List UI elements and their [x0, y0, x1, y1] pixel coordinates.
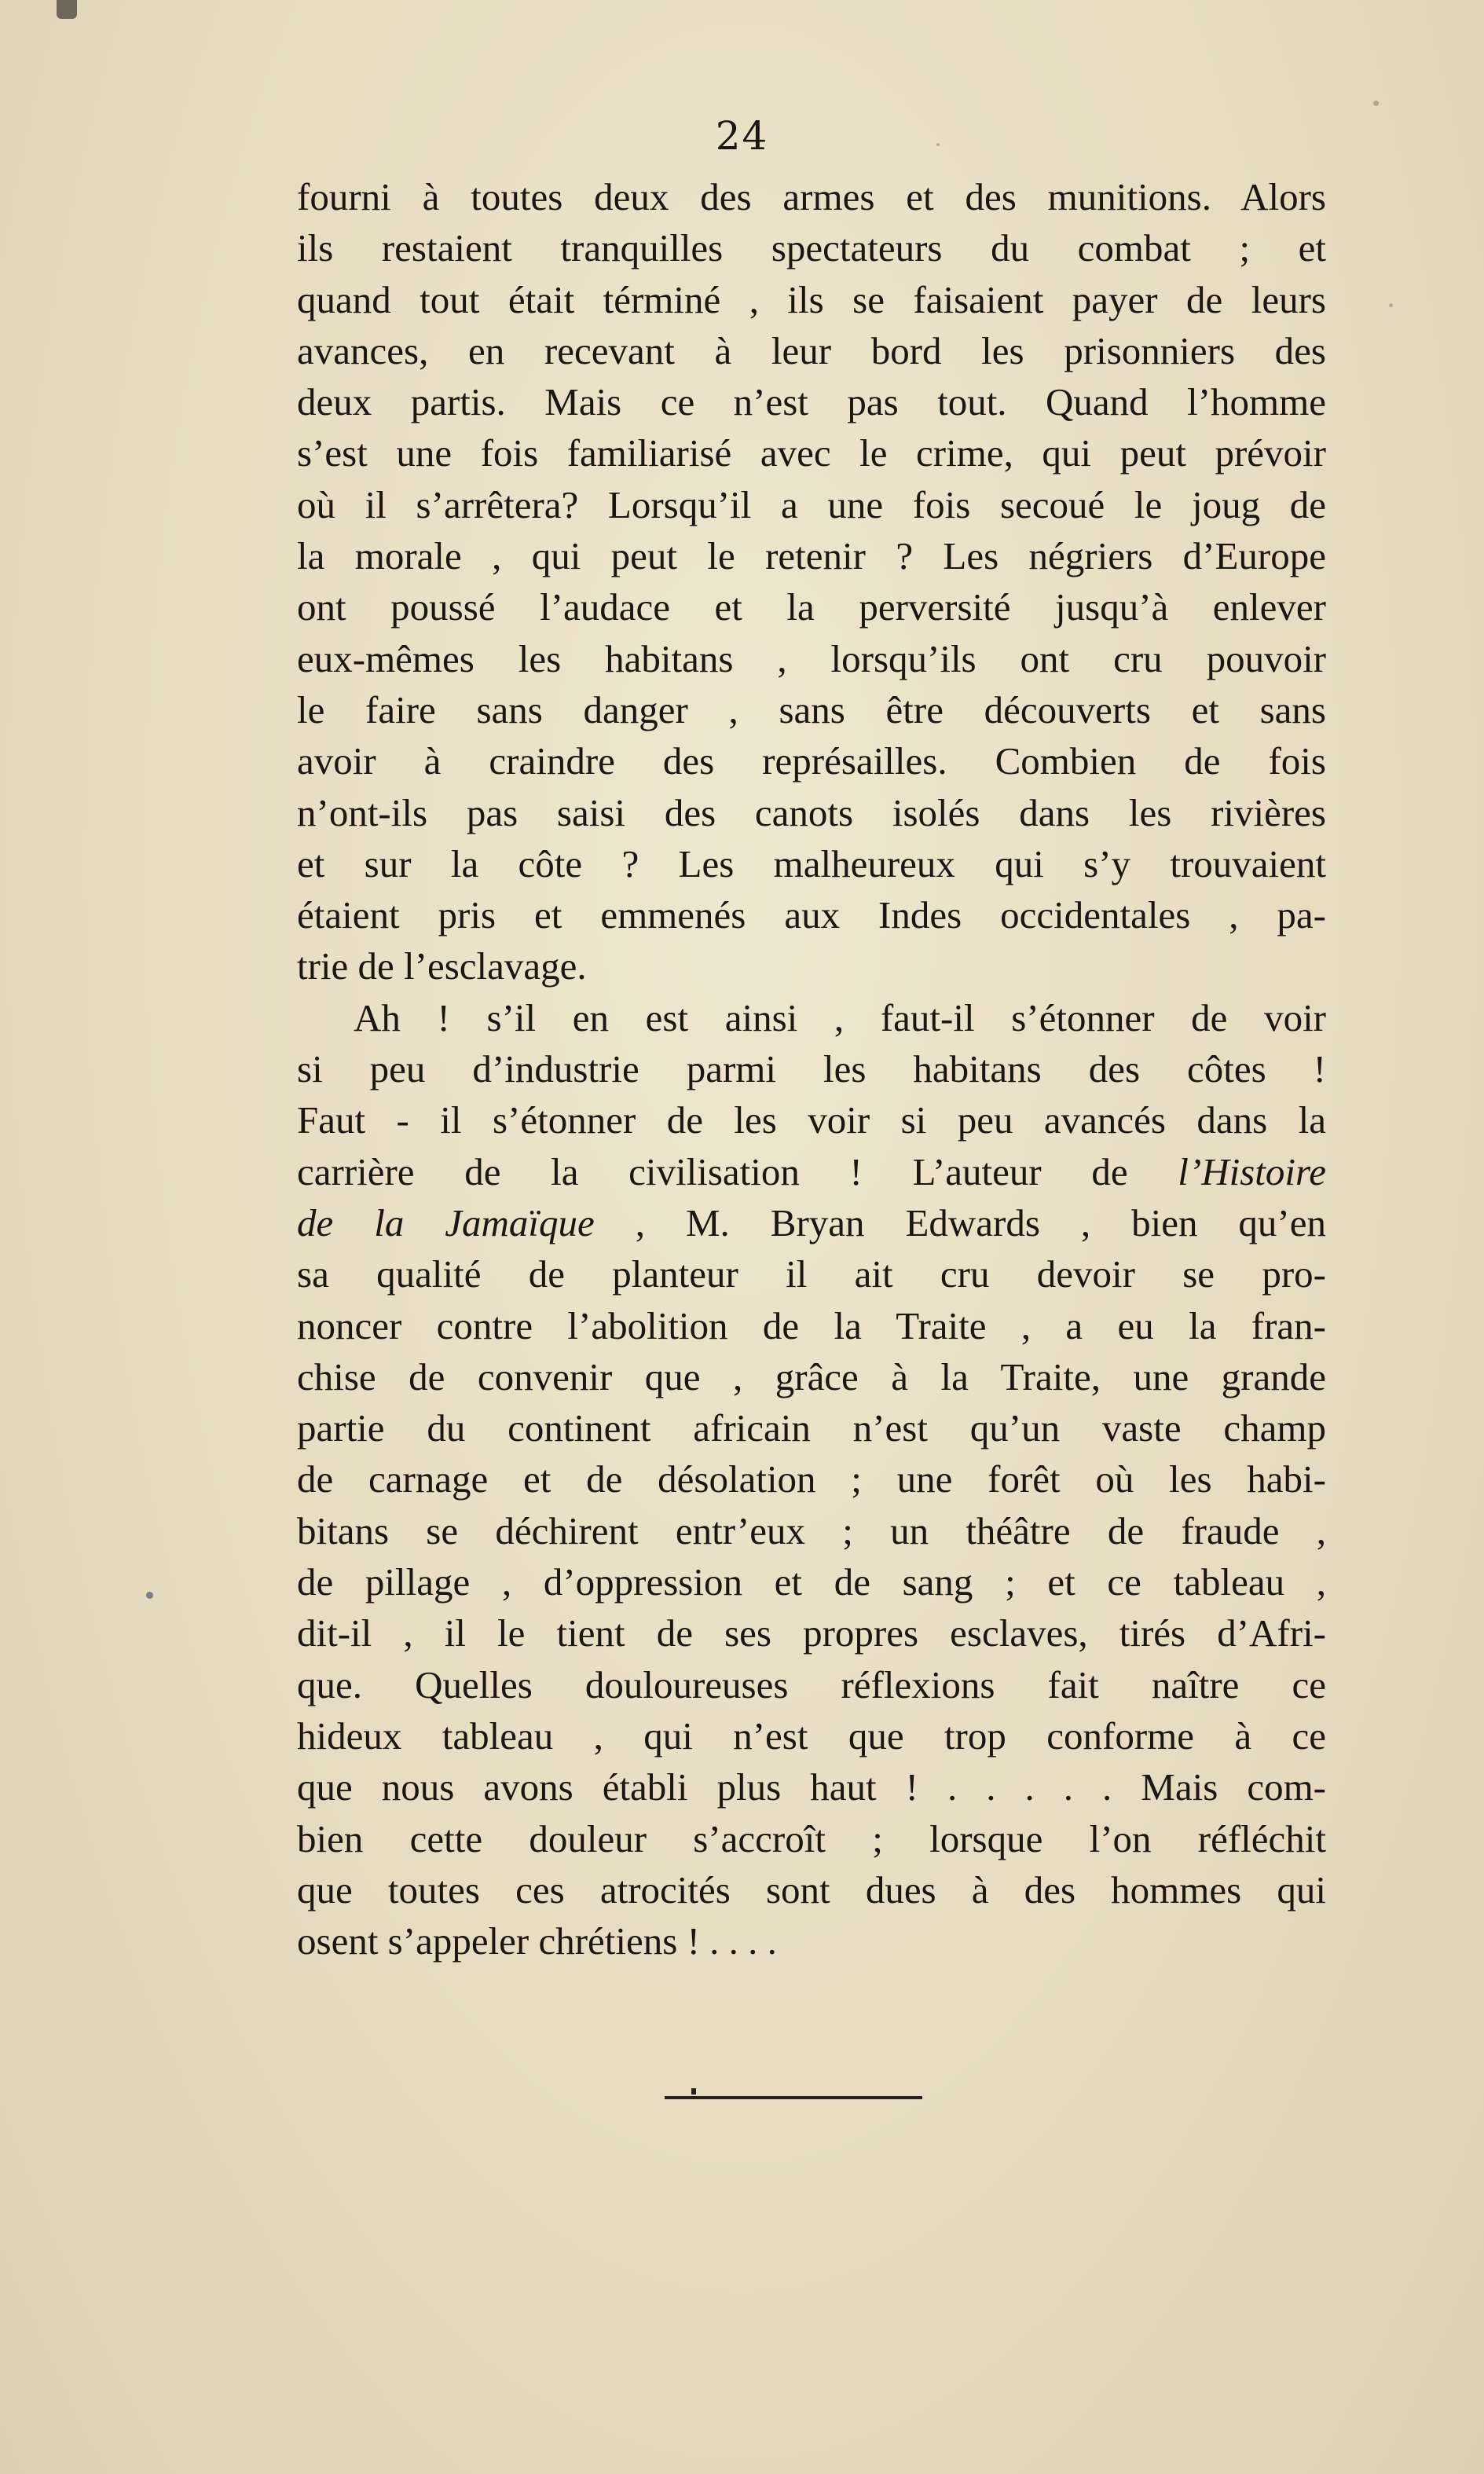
- text-line-mixed: [297, 1197, 1326, 1248]
- text-line-mixed: [297, 1146, 1326, 1197]
- text-line: de pillage , d’oppression et de sang ; et ce tableau ,: [297, 1560, 1326, 1604]
- section-rule: [665, 2096, 922, 2099]
- text-line: osent s’appeler chrétiens ! . . . .: [297, 1919, 777, 1963]
- paper-speck: [1389, 303, 1393, 307]
- text-line: avances, en recevant à leur bord les prisonniers des: [297, 328, 1326, 372]
- text-line: ont poussé l’audace et la perversité jusqu’à enlever: [297, 585, 1326, 629]
- text-line: sa qualité de planteur il ait cru devoir se pro-: [297, 1252, 1326, 1296]
- text-line: eux-mêmes les habitans , lorsqu’ils ont cru pouvoir: [297, 636, 1326, 680]
- text-line: dit-il , il le tient de ses propres esclaves, tirés d’Afri-: [297, 1611, 1326, 1655]
- rule-ornament: [691, 2088, 696, 2095]
- text-line: le faire sans danger , sans être découverts et sans: [297, 687, 1326, 731]
- text-line: où il s’arrêtera? Lorsqu’il a une fois secoué le joug de: [297, 482, 1326, 526]
- text-line: de carnage et de désolation ; une forêt où les habi-: [297, 1457, 1326, 1501]
- text-line: que. Quelles douloureuses réflexions fait naître ce: [297, 1662, 1326, 1706]
- text-line: chise de convenir que , grâce à la Traite, une grande: [297, 1354, 1326, 1398]
- body-text: [297, 171, 1326, 1966]
- text-line: que nous avons établi plus haut ! . . . . . Mais com-: [297, 1765, 1326, 1809]
- text-line: la morale , qui peut le retenir ? Les négriers d’Europe: [297, 534, 1326, 578]
- text-line: étaient pris et emmenés aux Indes occidentales , pa-: [297, 893, 1326, 937]
- text-line: bien cette douleur s’accroît ; lorsque l’on réfléchit: [297, 1816, 1326, 1860]
- binding-mark: [57, 0, 77, 19]
- text-line: et sur la côte ? Les malheureux qui s’y trouvaient: [297, 841, 1326, 885]
- page-number: 24: [715, 113, 769, 159]
- text-line: fourni à toutes deux des armes et des munitions. Alors: [297, 175, 1326, 218]
- text-line: n’ont-ils pas saisi des canots isolés dans les rivières: [297, 790, 1326, 834]
- text-line: s’est une fois familiarisé avec le crime, qui peut prévoir: [297, 431, 1326, 475]
- text-line: si peu d’industrie parmi les habitans des côtes !: [297, 1047, 1326, 1091]
- text-line: quand tout était términé , ils se faisaient payer de leurs: [297, 277, 1326, 321]
- paper-speck: [1373, 101, 1379, 106]
- paper-speck: [146, 1592, 153, 1599]
- text-line: Ah ! s’il en est ainsi , faut-il s’étonner de voir: [354, 995, 1326, 1039]
- text-line: bitans se déchirent entr’eux ; un théâtre de fraude ,: [297, 1508, 1326, 1552]
- text-line: avoir à craindre des représailles. Combien de fois: [297, 739, 1326, 783]
- text-line: ils restaient tranquilles spectateurs du combat ; et: [297, 226, 1326, 270]
- text-line: que toutes ces atrocités sont dues à des hommes qui: [297, 1867, 1326, 1911]
- text-line: noncer contre l’abolition de la Traite , a eu la fran-: [297, 1303, 1326, 1347]
- book-title-italic: de la Jamaïque: [297, 1200, 595, 1244]
- text-line: deux partis. Mais ce n’est pas tout. Quand l’homme: [297, 380, 1326, 424]
- text-line: hideux tableau , qui n’est que trop conforme à ce: [297, 1713, 1326, 1757]
- text-segment: , M. Bryan Edwards , bien qu’en: [594, 1200, 1327, 1244]
- text-segment: carrière de la civilisation ! L’auteur de: [297, 1149, 1178, 1193]
- text-line: trie de l’esclavage.: [297, 944, 587, 988]
- book-title-italic: l’Histoire: [1178, 1149, 1326, 1193]
- text-line: Faut - il s’étonner de les voir si peu avancés dans la: [297, 1098, 1326, 1142]
- text-line: partie du continent africain n’est qu’un vaste champ: [297, 1406, 1326, 1450]
